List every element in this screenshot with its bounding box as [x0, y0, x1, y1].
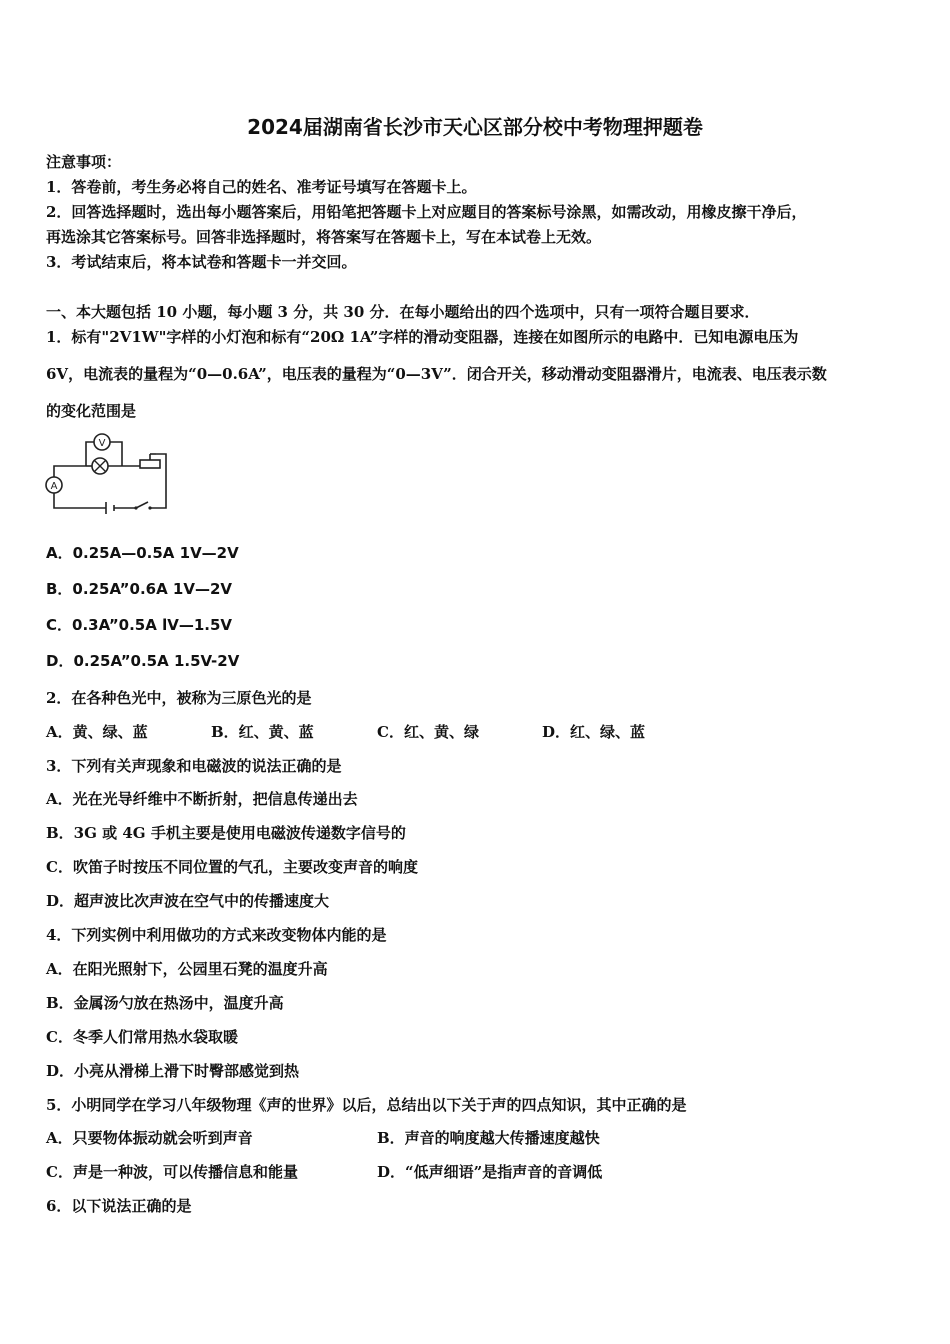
question-2-option-d: D．红、绿、蓝 — [542, 723, 646, 741]
notice-item-3: 3．考试结束后，将本试卷和答题卡一并交回。 — [46, 253, 357, 271]
question-3-option-a: A．光在光导纤维中不断折射，把信息传递出去 — [46, 790, 358, 808]
page-title: 2024届湖南省长沙市天心区部分校中考物理押题卷 — [247, 115, 703, 139]
question-5-option-c: C．声是一种波，可以传播信息和能量 — [46, 1163, 298, 1181]
question-4-option-a: A．在阳光照射下，公园里石凳的温度升高 — [46, 960, 328, 978]
question-5-stem: 5．小明同学在学习八年级物理《声的世界》以后，总结出以下关于声的四点知识，其中正确的是 — [46, 1096, 687, 1114]
notice-item-2-line-1: 2．回答选择题时，选出每小题答案后，用铅笔把答题卡上对应题目的答案标号涂黑，如需改动，用橡皮擦干净后， — [46, 203, 807, 221]
lamp-symbol — [92, 458, 108, 474]
question-1-option-d: D．0.25A”0.5A 1.5V-2V — [46, 652, 240, 670]
switch-contact — [148, 506, 151, 509]
question-3-option-b: B．3G 或 4G 手机主要是使用电磁波传递数字信号的 — [46, 824, 406, 842]
voltmeter-label: V — [98, 438, 106, 449]
notice-item-1: 1．答卷前，考生务必将自己的姓名、准考证号填写在答题卡上。 — [46, 178, 477, 196]
question-3-option-d: D．超声波比次声波在空气中的传播速度大 — [46, 892, 330, 910]
question-2-option-b: B．红、黄、蓝 — [211, 723, 314, 741]
notice-heading: 注意事项： — [46, 153, 122, 171]
notice-item-2-line-2: 再选涂其它答案标号。回答非选择题时，将答案写在答题卡上，写在本试卷上无效。 — [46, 228, 602, 246]
question-1-option-b: B．0.25A”0.6A 1V—2V — [46, 580, 233, 598]
question-5-option-a: A．只要物体振动就会听到声音 — [46, 1129, 253, 1147]
question-2-stem: 2．在各种色光中，被称为三原色光的是 — [46, 689, 312, 707]
question-4-option-b: B．金属汤勺放在热汤中，温度升高 — [46, 994, 284, 1012]
question-6-stem: 6．以下说法正确的是 — [46, 1197, 192, 1215]
question-3-option-c: C．吹笛子时按压不同位置的气孔，主要改变声音的响度 — [46, 858, 418, 876]
question-2-option-c: C．红、黄、绿 — [377, 723, 479, 741]
question-5-option-d: D．“低声细语”是指声音的音调低 — [377, 1163, 603, 1181]
question-1-option-c: C．0.3A”0.5A lV—1.5V — [46, 616, 233, 634]
question-2-option-a: A．黄、绿、蓝 — [46, 723, 148, 741]
question-3-stem: 3．下列有关声现象和电磁波的说法正确的是 — [46, 757, 342, 775]
question-4-option-d: D．小亮从滑梯上滑下时臀部感觉到热 — [46, 1062, 300, 1080]
question-4-stem: 4．下列实例中利用做功的方式来改变物体内能的是 — [46, 926, 387, 944]
question-4-option-c: C．冬季人们常用热水袋取暖 — [46, 1028, 238, 1046]
question-1-line-2: 6V，电流表的量程为“0—0.6A”，电压表的量程为“0—3V”．闭合开关，移动滑动变阻器滑片，电流表、电压表示数 — [46, 365, 827, 383]
section-1-heading: 一、本大题包括 10 小题，每小题 3 分，共 30 分．在每小题给出的四个选项中，只有一项符合题目要求． — [46, 303, 760, 321]
switch-pivot — [134, 506, 137, 509]
voltmeter-symbol — [94, 434, 110, 450]
question-1-line-1: 1．标有"2V1W"字样的小灯泡和标有“20Ω 1A”字样的滑动变阻器，连接在如图所示的电路中．已知电源电压为 — [46, 328, 799, 346]
question-1-option-a: A．0.25A—0.5A 1V—2V — [46, 544, 239, 562]
ammeter-label: A — [50, 481, 58, 492]
ammeter-symbol — [46, 477, 62, 493]
question-5-option-b: B．声音的响度越大传播速度越快 — [377, 1129, 600, 1147]
question-1-line-3: 的变化范围是 — [46, 402, 137, 420]
circuit-diagram — [44, 430, 176, 514]
